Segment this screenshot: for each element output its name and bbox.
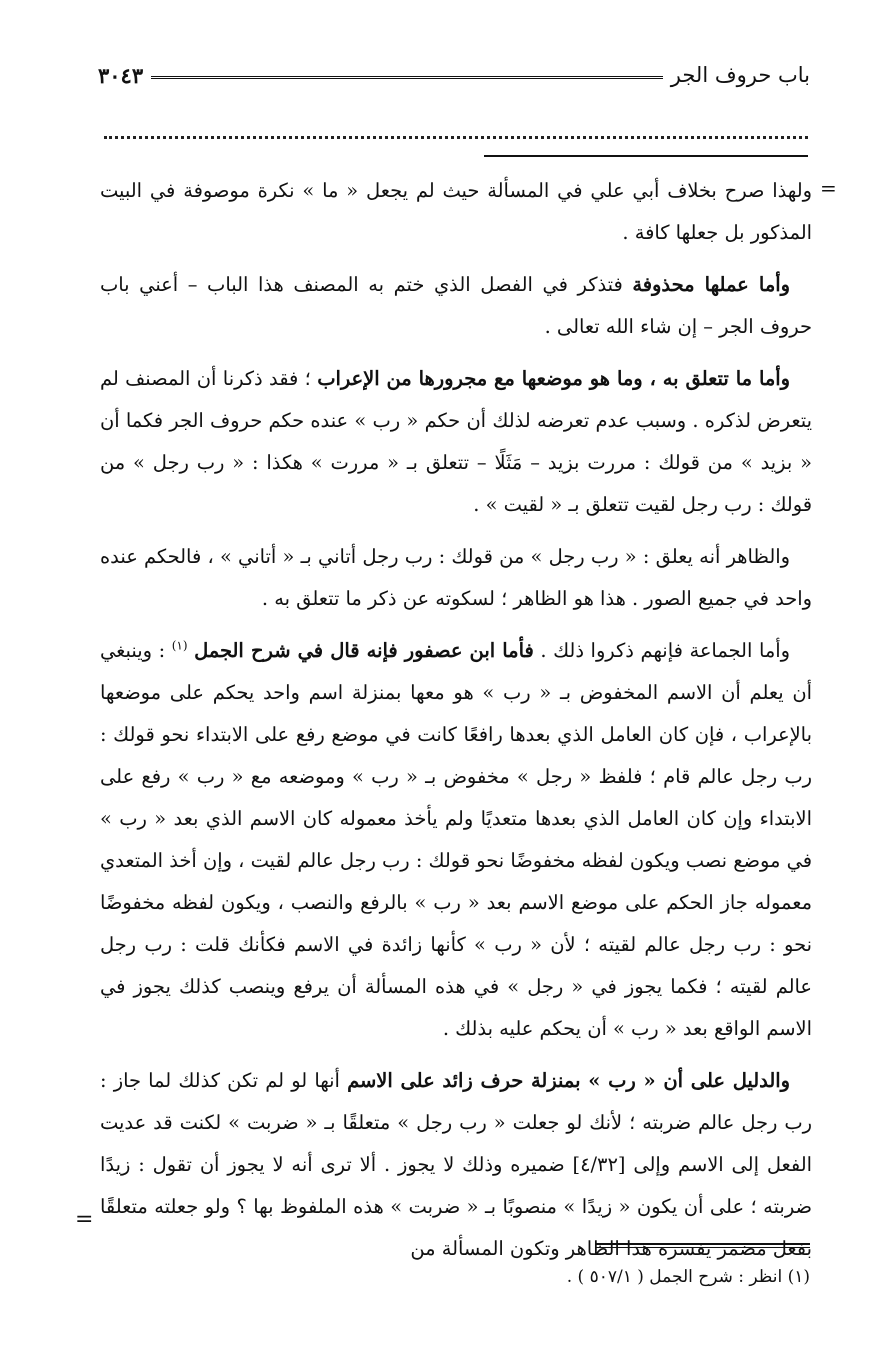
paragraph-5-text: : وينبغي أن يعلم أن الاسم المخفوض بـ « رب » هو معها بمنزلة اسم واحد يحكم على موضعها بالإعراب ، فإن كان العامل الذي بعدها رافعًا كانت في موضع رفع على الابتداء نحو قولك : رب رجل عالم قام ؛ فلفظ « رجل » مخفوض بـ « رب » وموضعه مع « رب » رفع على الابتداء وإن كان العامل الذي بعدها متعديًا ولم يأخذ معموله كان الاسم الذي بعد « رب » في موضع نصب ويكون لفظه مخفوضًا نحو قولك : رب رجل عالم لقيت ، وإن أخذ المتعدي معموله جاز الحكم على موضع الاسم بعد « رب » بالرفع والنصب ، ويكون لفظه مخفوضًا نحو : رب رجل عالم لقيته ؛ لأن « رب » كأنها زائدة في الاسم فكأنك قلت : رب رجل عالم لقيته ؛ فكما يجوز في « رجل » في هذه المسألة أن يرفع وينصب كذلك يجوز في الاسم الواقع بعد « رب » أن يحكم عليه بذلك . <box>100 639 812 1040</box>
paragraph-3-heading: وأما ما تتعلق به ، وما هو موضعها مع مجرورها من الإعراب <box>317 367 790 390</box>
footnote: (١) انظر : شرح الجمل ( ٥٠٧/١ ) . <box>566 1267 810 1287</box>
paragraph-1-text: ولهذا صرح بخلاف أبي علي في المسألة حيث لم يجعل « ما » نكرة موصوفة في البيت المذكور بل جعلها كافة . <box>100 179 812 244</box>
header-rule <box>151 76 663 79</box>
paragraph-5-lead: وأما الجماعة فإنهم ذكروا ذلك . <box>533 639 790 662</box>
continuation-mark-start: = <box>820 176 837 200</box>
paragraph-6-text: أنها لو لم تكن كذلك لما جاز : رب رجل عالم ضربته ؛ لأنك لو جعلت « رب رجل » متعلقًا بـ « ضربت » لكنت قد عديت الفعل إلى الاسم وإلى [٤/٣٢] ضميره وذلك لا يجوز . ألا ترى أنه لا يجوز أن تقول : زيدًا ضربته ؛ على أن يكون « زيدًا » منصوبًا بـ « ضربت » هذه الملفوظ بها ؟ ولو جعلته متعلقًا بفعل مضمر يفسره هذا الظاهر وتكون المسألة من <box>100 1069 812 1260</box>
section-rule <box>484 155 808 157</box>
page-number: ٣٠٤٣ <box>98 62 144 88</box>
paragraph-5 <box>100 630 812 1050</box>
paragraph-2-text: فتذكر في الفصل الذي ختم به المصنف هذا الباب – أعني باب حروف الجر – إن شاء الله تعالى . <box>100 273 812 338</box>
dotted-separator <box>104 126 808 139</box>
paragraph-4-text: والظاهر أنه يعلق : « رب رجل » من قولك : رب رجل أتاني بـ « أتاني » ، فالحكم عنده واحد في جميع الصور . هذا هو الظاهر ؛ لسكوته عن ذكر ما تتعلق به . <box>100 545 812 610</box>
paragraph-2-heading: وأما عملها محذوفة <box>632 273 790 296</box>
footnote-rule-thin <box>596 1247 810 1248</box>
footnote-rule <box>596 1243 810 1245</box>
paragraph-6 <box>100 1060 812 1270</box>
running-title: باب حروف الجر <box>670 63 810 87</box>
paragraph-2 <box>100 264 812 348</box>
continuation-mark-end: = <box>75 1207 94 1232</box>
paragraph-1 <box>100 170 812 254</box>
paragraph-4 <box>100 536 812 620</box>
body-text <box>100 170 812 1280</box>
page-header <box>98 58 810 92</box>
paragraph-3 <box>100 358 812 526</box>
paragraph-5-heading: فأما ابن عصفور فإنه قال في شرح الجمل <box>194 639 534 662</box>
paragraph-3-text: ؛ فقد ذكرنا أن المصنف لم يتعرض لذكره . وسبب عدم تعرضه لذلك أن حكم « رب » عنده حكم حروف الجر فكما أن « بزيد » من قولك : مررت بزيد – مَثَلًا – تتعلق بـ « مررت » هكذا : « رب رجل » من قولك : رب رجل لقيت تتعلق بـ « لقيت » . <box>100 367 812 516</box>
footnote-ref[interactable]: (١) <box>171 638 188 653</box>
paragraph-6-heading: والدليل على أن « رب » بمنزلة حرف زائد على الاسم <box>347 1069 790 1092</box>
